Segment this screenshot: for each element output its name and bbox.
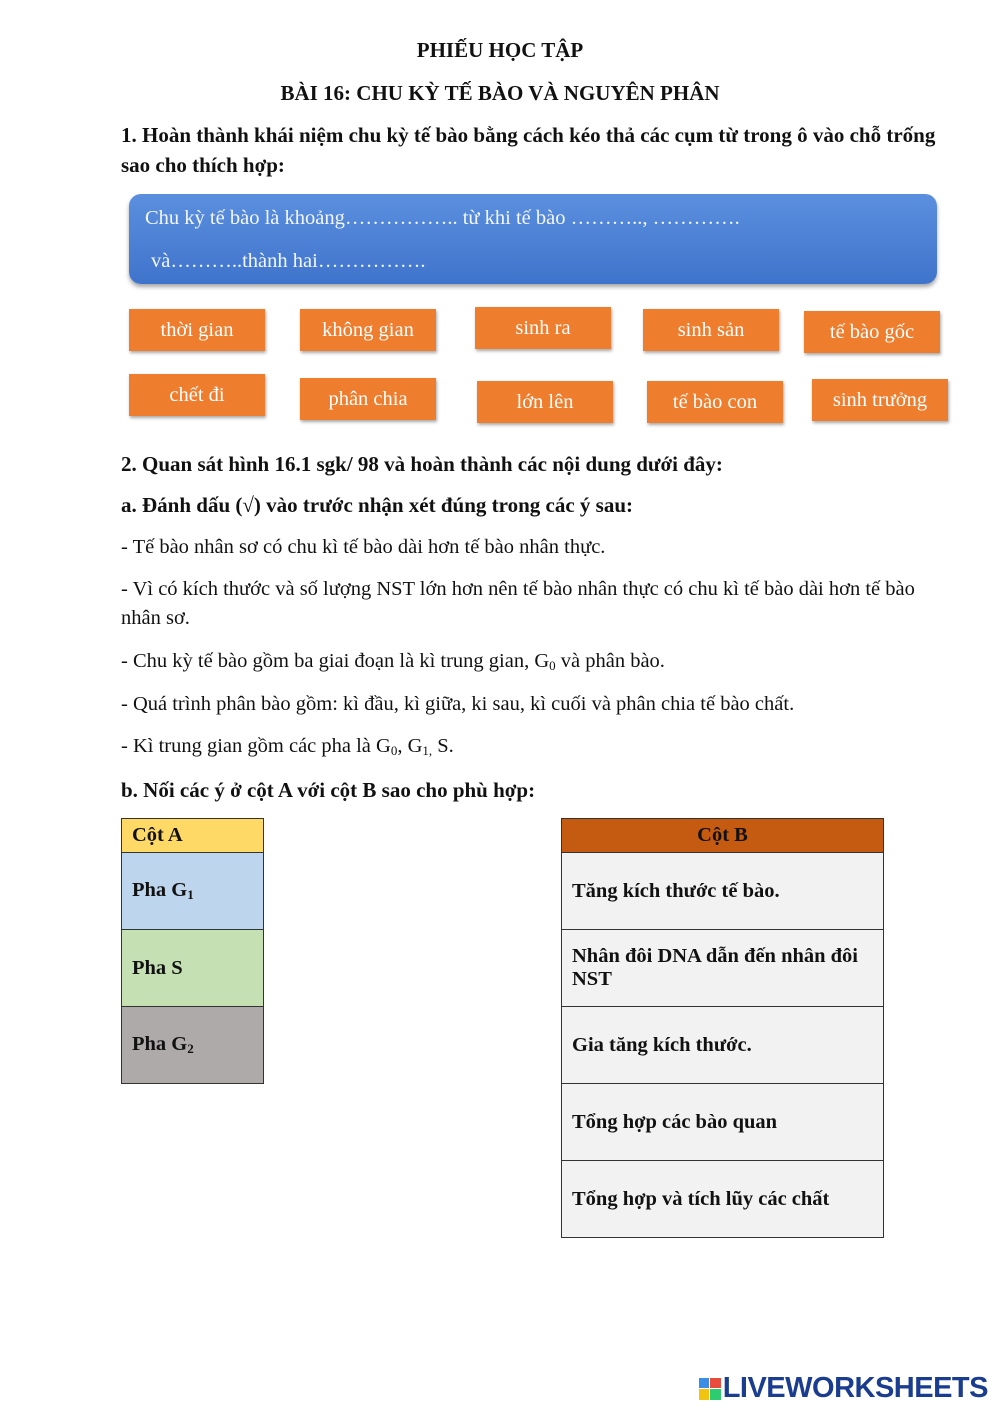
- statement-5-mid: , G: [397, 735, 423, 757]
- column-b-item[interactable]: Tổng hợp và tích lũy các chất: [562, 1161, 884, 1238]
- drag-tile-sinh-san[interactable]: sinh sản: [643, 309, 779, 351]
- statement-1[interactable]: [121, 533, 951, 562]
- column-b-row[interactable]: [562, 1084, 884, 1161]
- statement-3[interactable]: [121, 647, 951, 680]
- column-a-table: [121, 818, 264, 1084]
- column-a-row[interactable]: [122, 930, 264, 1007]
- column-a-item-g1[interactable]: [122, 853, 264, 930]
- column-b-row[interactable]: [562, 1161, 884, 1238]
- column-b-row[interactable]: [562, 1007, 884, 1084]
- liveworksheets-logo[interactable]: [699, 1372, 988, 1405]
- item-label: Pha S: [132, 956, 183, 979]
- liveworksheets-brand-text: LIVEWORKSHEETS: [722, 1372, 988, 1404]
- drag-tile-sinh-truong[interactable]: sinh trưởng: [812, 379, 948, 421]
- item-label: Pha G: [132, 879, 188, 901]
- statement-3-end: và phân bào.: [555, 650, 665, 672]
- item-sub: 1: [187, 887, 194, 902]
- statement-5-end: S.: [432, 735, 454, 757]
- statement-5-sub-1: 0: [390, 743, 398, 758]
- column-b-header-row: [562, 819, 884, 853]
- column-b-header: Cột B: [562, 819, 884, 853]
- column-b-item[interactable]: Tổng hợp các bào quan: [562, 1084, 884, 1161]
- statement-5-sub-2: 1,: [422, 743, 433, 758]
- column-a-row[interactable]: [122, 853, 264, 930]
- liveworksheets-logo-icon: [699, 1378, 721, 1400]
- statement-2[interactable]: [121, 575, 951, 633]
- column-b-row[interactable]: [562, 853, 884, 930]
- drag-tile-phan-chia[interactable]: phân chia: [300, 378, 436, 420]
- statement-2-text: - Vì có kích thước và số lượng NST lớn hơn nên tế bào nhân thực có chu kì tế bào dài hơn tế bào nhân sơ.: [121, 578, 915, 629]
- column-a-item-s[interactable]: [122, 930, 264, 1007]
- question-1-prompt: 1. Hoàn thành khái niệm chu kỳ tế bào bằng cách kéo thả các cụm từ trong ô vào chỗ trống sao cho thích hợp:: [121, 123, 936, 177]
- column-b-item[interactable]: Tăng kích thước tế bào.: [562, 853, 884, 930]
- item-sub: 2: [187, 1041, 194, 1056]
- column-a-header-row: [122, 819, 264, 853]
- item-label: Pha G: [132, 1033, 188, 1055]
- statement-5[interactable]: [121, 732, 951, 765]
- sentence-line-2: và………..thành hai…………….: [151, 250, 426, 272]
- fill-in-sentence-box: [129, 194, 937, 284]
- sentence-line-1: Chu kỳ tế bào là khoảng…………….. từ khi tế bào ……….., ………….: [145, 207, 740, 229]
- drag-tile-te-bao-goc[interactable]: tế bào gốc: [804, 311, 940, 353]
- column-a-row[interactable]: [122, 1007, 264, 1084]
- statement-4-text: - Quá trình phân bào gồm: kì đầu, kì giữa, ki sau, kì cuối và phân chia tế bào chất.: [121, 693, 795, 715]
- column-b-item[interactable]: Nhân đôi DNA dẫn đến nhân đôi NST: [562, 930, 884, 1007]
- statement-1-text: - Tế bào nhân sơ có chu kì tế bào dài hơn tế bào nhân thực.: [121, 536, 606, 558]
- drag-tile-lon-len[interactable]: lớn lên: [477, 381, 613, 423]
- part-a-prompt: a. Đánh dấu (√) vào trước nhận xét đúng trong các ý sau:: [121, 493, 633, 517]
- column-a-header: Cột A: [122, 819, 264, 853]
- statement-3-text: - Chu kỳ tế bào gồm ba giai đoạn là kì trung gian, G: [121, 650, 550, 672]
- statement-4[interactable]: [121, 690, 951, 719]
- lesson-title: BÀI 16: CHU KỲ TẾ BÀO VÀ NGUYÊN PHÂN: [280, 81, 720, 105]
- column-b-row[interactable]: [562, 930, 884, 1007]
- column-a-item-g2[interactable]: [122, 1007, 264, 1084]
- drag-tile-te-bao-con[interactable]: tế bào con: [647, 381, 783, 423]
- column-b-item[interactable]: Gia tăng kích thước.: [562, 1007, 884, 1084]
- drag-tile-thoi-gian[interactable]: thời gian: [129, 309, 265, 351]
- column-b-table: [561, 818, 884, 1238]
- drag-tile-chet-di[interactable]: chết đi: [129, 374, 265, 416]
- statement-3-sub: 0: [549, 658, 556, 673]
- question-2-prompt: 2. Quan sát hình 16.1 sgk/ 98 và hoàn thành các nội dung dưới đây:: [121, 452, 723, 476]
- part-b-prompt: b. Nối các ý ở cột A với cột B sao cho phù hợp:: [121, 778, 536, 802]
- drag-tile-sinh-ra[interactable]: sinh ra: [475, 307, 611, 349]
- page-title: PHIẾU HỌC TẬP: [416, 38, 584, 62]
- statement-5-text: - Kì trung gian gồm các pha là G: [121, 735, 391, 757]
- drag-tile-khong-gian[interactable]: không gian: [300, 309, 436, 351]
